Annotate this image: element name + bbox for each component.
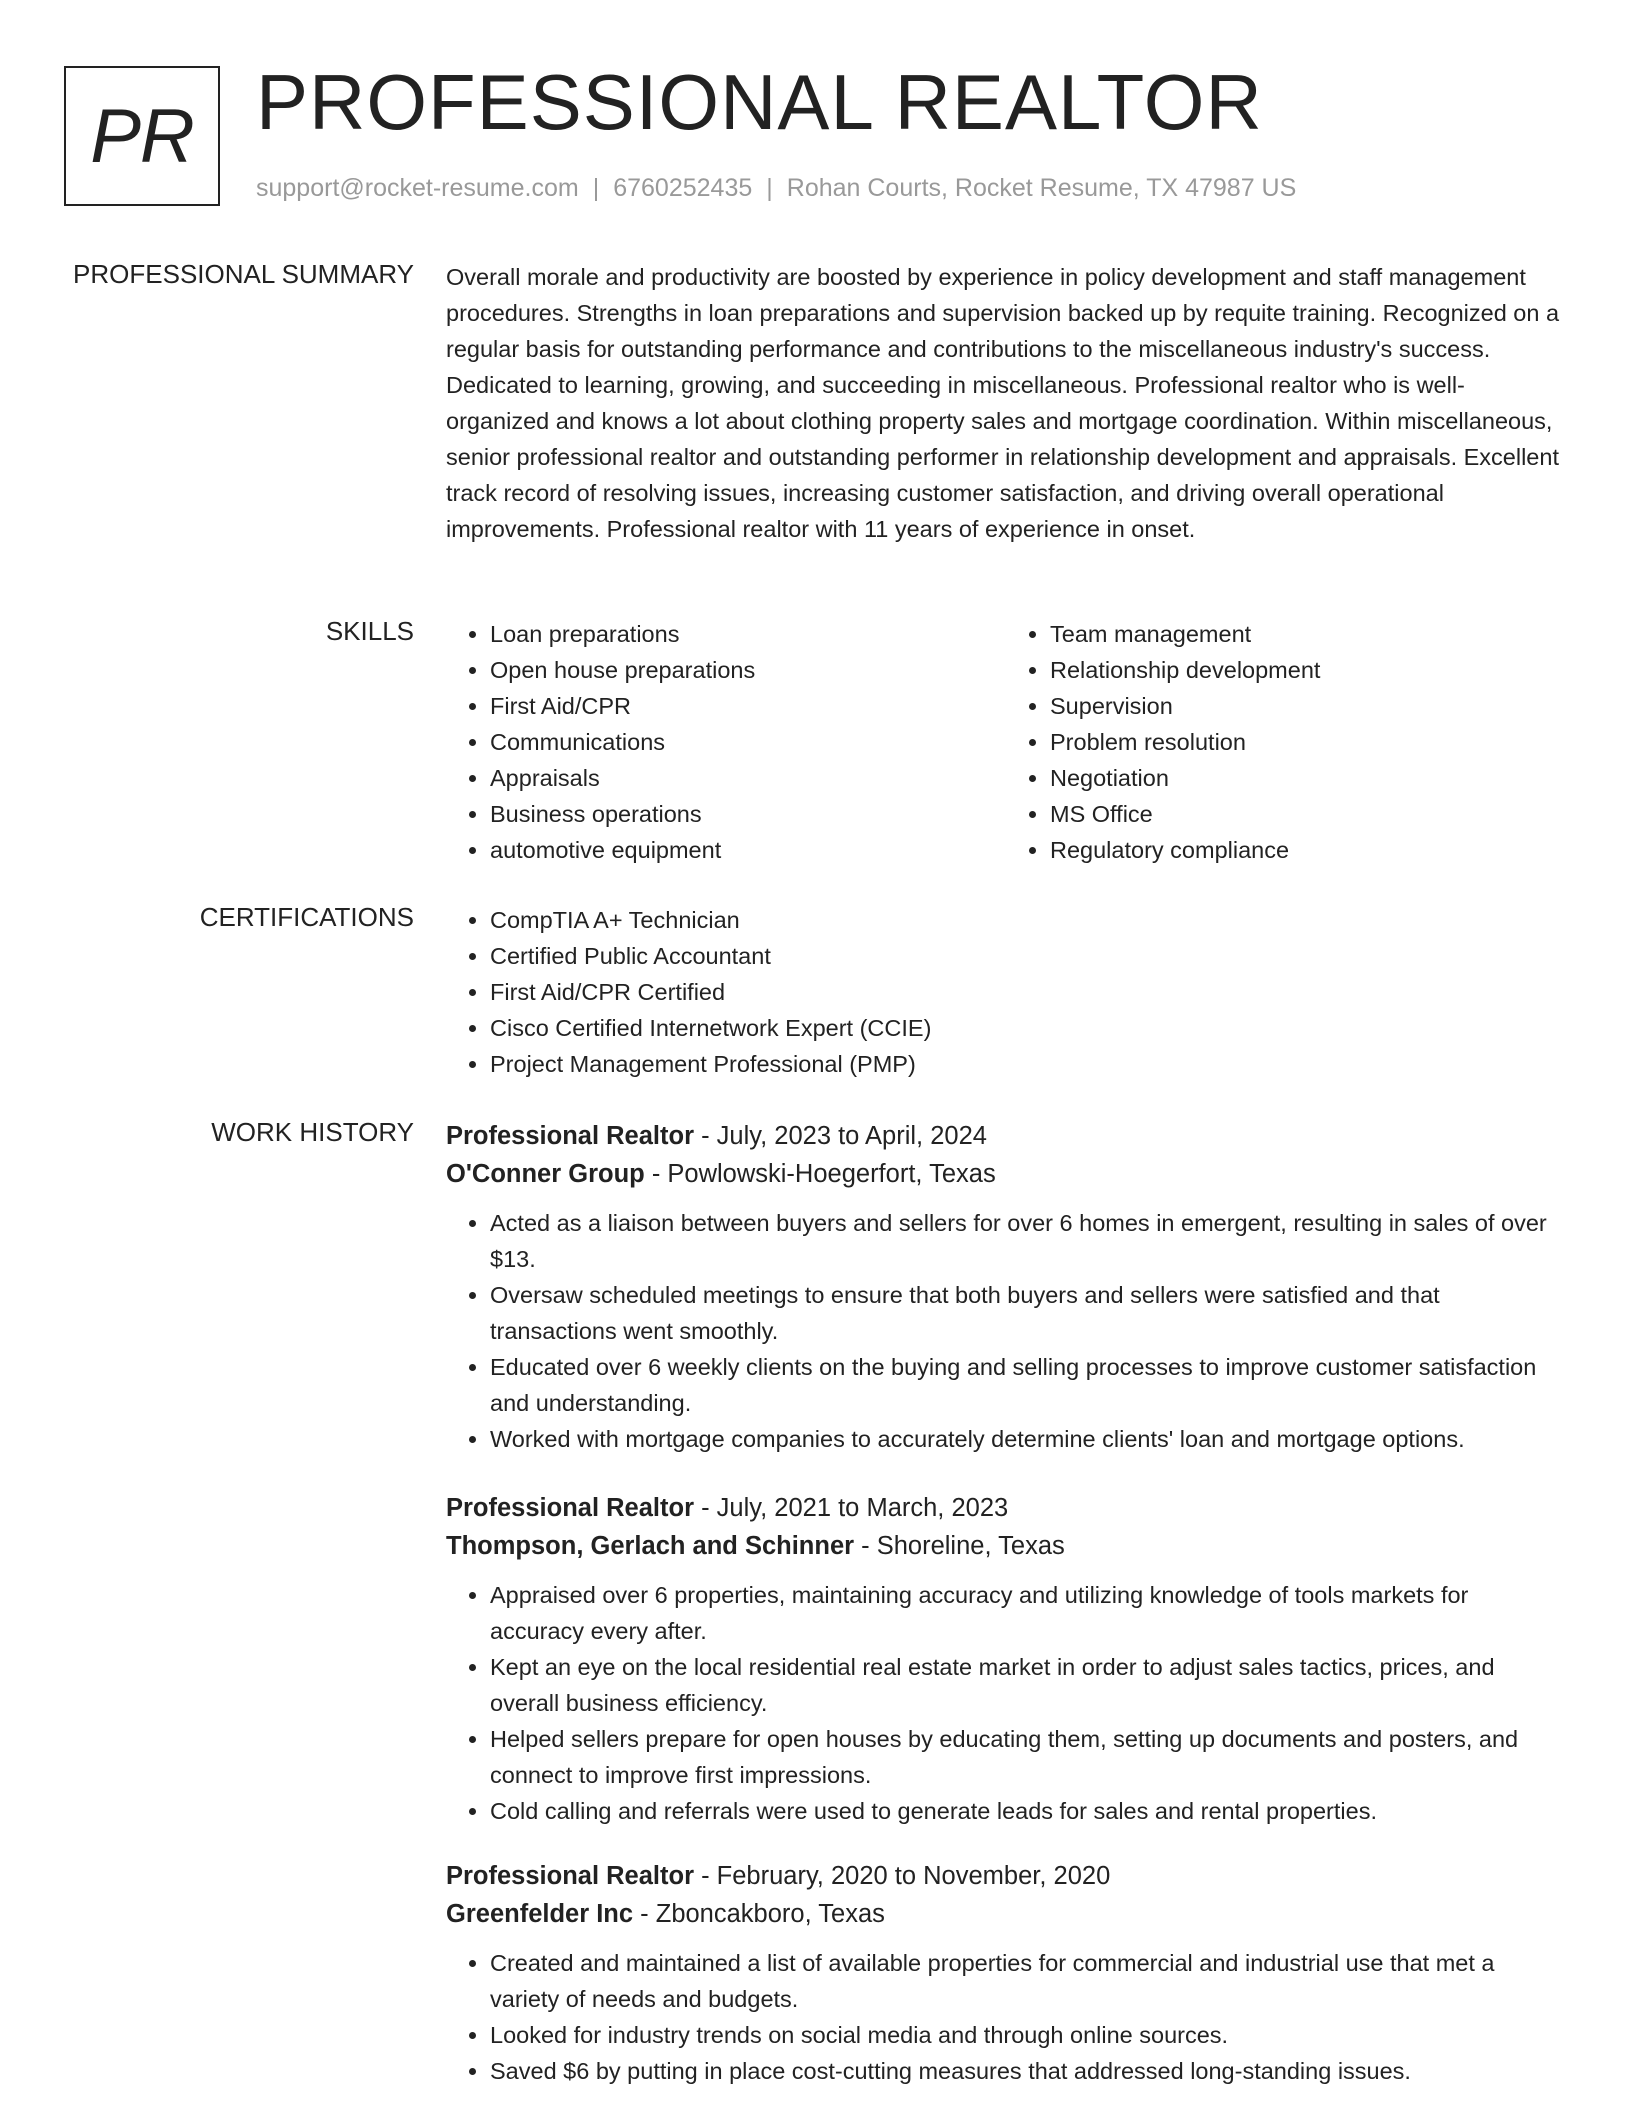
job-bullets (446, 1945, 1566, 2089)
contact-phone[interactable]: 6760252435 (613, 174, 753, 202)
certifications-label: CERTIFICATIONS (199, 902, 414, 932)
summary-text: Overall morale and productivity are boosted by experience in policy development and staff management procedures. Strengths in loan preparations and supervision backed up by requite training. Recognized on a regular basis for outstanding performance and contributions to the miscellaneous industry's success. Dedicated to learning, growing, and succeeding in miscellaneous. Professional realtor who is well-organized and knows a lot about clothing property sales and mortgage coordination. Within miscellaneous, senior professional realtor and outstanding performer in relationship development and appraisals. Excellent track record of resolving issues, increasing customer satisfaction, and driving overall operational improvements. Professional realtor with 11 years of experience in onset. (446, 264, 1560, 542)
job-entry (446, 1489, 1566, 1829)
job-entry (446, 1117, 1566, 1457)
job-bullet: • Looked for industry trends on social media and through online sources. (490, 2017, 1566, 2053)
job-company: O'Conner Group (446, 1160, 645, 1188)
skill-item: • First Aid/CPR (490, 688, 1006, 724)
summary-content (446, 259, 1566, 547)
job-company: Thompson, Gerlach and Schinner (446, 1532, 855, 1560)
job-title: Professional Realtor (446, 1862, 694, 1890)
certification-item: • Certified Public Accountant (490, 938, 1566, 974)
skill-item: • Business operations (490, 796, 1006, 832)
job-dates: - February, 2020 to November, 2020 (694, 1862, 1111, 1890)
job-company-line (446, 1895, 1566, 1933)
job-bullet: • Helped sellers prepare for open houses by educating them, setting up documents and posters, and connect to improve first impressions. (490, 1721, 1566, 1793)
contact-line (256, 174, 1296, 203)
skill-item: • Relationship development (1050, 652, 1566, 688)
job-company-line (446, 1527, 1566, 1565)
job-location: - Shoreline, Texas (854, 1532, 1065, 1560)
skill-item: • Communications (490, 724, 1006, 760)
monogram-logo: PR (64, 66, 220, 206)
job-location: - Zboncakboro, Texas (633, 1900, 885, 1928)
job-bullet: • Cold calling and referrals were used to generate leads for sales and rental properties. (490, 1793, 1566, 1829)
resume-name: PROFESSIONAL REALTOR (256, 58, 1263, 146)
skill-item: • Loan preparations (490, 616, 1006, 652)
skill-item: • Supervision (1050, 688, 1566, 724)
skill-item: • Regulatory compliance (1050, 832, 1566, 868)
job-bullet: • Oversaw scheduled meetings to ensure that both buyers and sellers were satisfied and that transactions went smoothly. (490, 1277, 1566, 1349)
skills-content (446, 616, 1566, 868)
contact-email[interactable]: support@rocket-resume.com (256, 174, 579, 202)
skills-label: SKILLS (325, 616, 414, 646)
job-title: Professional Realtor (446, 1122, 694, 1150)
job-company-line (446, 1155, 1566, 1193)
job-bullets (446, 1577, 1566, 1829)
job-bullets (446, 1205, 1566, 1457)
job-dates: - July, 2021 to March, 2023 (694, 1494, 1009, 1522)
skills-list-left (446, 616, 1006, 868)
summary-label: PROFESSIONAL SUMMARY (73, 259, 414, 289)
job-bullet: • Created and maintained a list of available properties for commercial and industrial use that met a variety of needs and budgets. (490, 1945, 1566, 2017)
job-title-line (446, 1117, 1566, 1155)
job-bullet: • Appraised over 6 properties, maintaining accuracy and utilizing knowledge of tools markets for accuracy every after. (490, 1577, 1566, 1649)
certification-item: • First Aid/CPR Certified (490, 974, 1566, 1010)
job-title-line (446, 1489, 1566, 1527)
job-dates: - July, 2023 to April, 2024 (694, 1122, 987, 1150)
skill-item: • Appraisals (490, 760, 1006, 796)
skill-item: • Problem resolution (1050, 724, 1566, 760)
job-bullet: • Worked with mortgage companies to accurately determine clients' loan and mortgage options. (490, 1421, 1566, 1457)
job-title: Professional Realtor (446, 1494, 694, 1522)
skill-item: • Negotiation (1050, 760, 1566, 796)
job-bullet: • Kept an eye on the local residential real estate market in order to adjust sales tactics, prices, and overall business efficiency. (490, 1649, 1566, 1721)
work-history-label: WORK HISTORY (211, 1117, 414, 1147)
contact-separator: | (592, 174, 600, 202)
skills-list-right (1006, 616, 1566, 868)
job-location: - Powlowski-Hoegerfort, Texas (644, 1160, 996, 1188)
skill-item: • Team management (1050, 616, 1566, 652)
certifications-content (446, 902, 1566, 1082)
job-entry (446, 1857, 1566, 2089)
job-title-line (446, 1857, 1566, 1895)
contact-separator: | (766, 174, 773, 202)
job-bullet: • Saved $6 by putting in place cost-cutting measures that addressed long-standing issues. (490, 2053, 1566, 2089)
certification-item: • Project Management Professional (PMP) (490, 1046, 1566, 1082)
work-history-content (446, 1117, 1566, 2089)
skill-item: • MS Office (1050, 796, 1566, 832)
job-bullet: • Acted as a liaison between buyers and sellers for over 6 homes in emergent, resulting in sales of over $13. (490, 1205, 1566, 1277)
certification-item: • CompTIA A+ Technician (490, 902, 1566, 938)
skill-item: • automotive equipment (490, 832, 1006, 868)
certifications-list (446, 902, 1566, 1082)
job-bullet: • Educated over 6 weekly clients on the buying and selling processes to improve customer satisfaction and understanding. (490, 1349, 1566, 1421)
skill-item: • Open house preparations (490, 652, 1006, 688)
contact-address: Rohan Courts, Rocket Resume, TX 47987 US (786, 174, 1297, 202)
certification-item: • Cisco Certified Internetwork Expert (CCIE) (490, 1010, 1566, 1046)
job-company: Greenfelder Inc (446, 1900, 634, 1928)
